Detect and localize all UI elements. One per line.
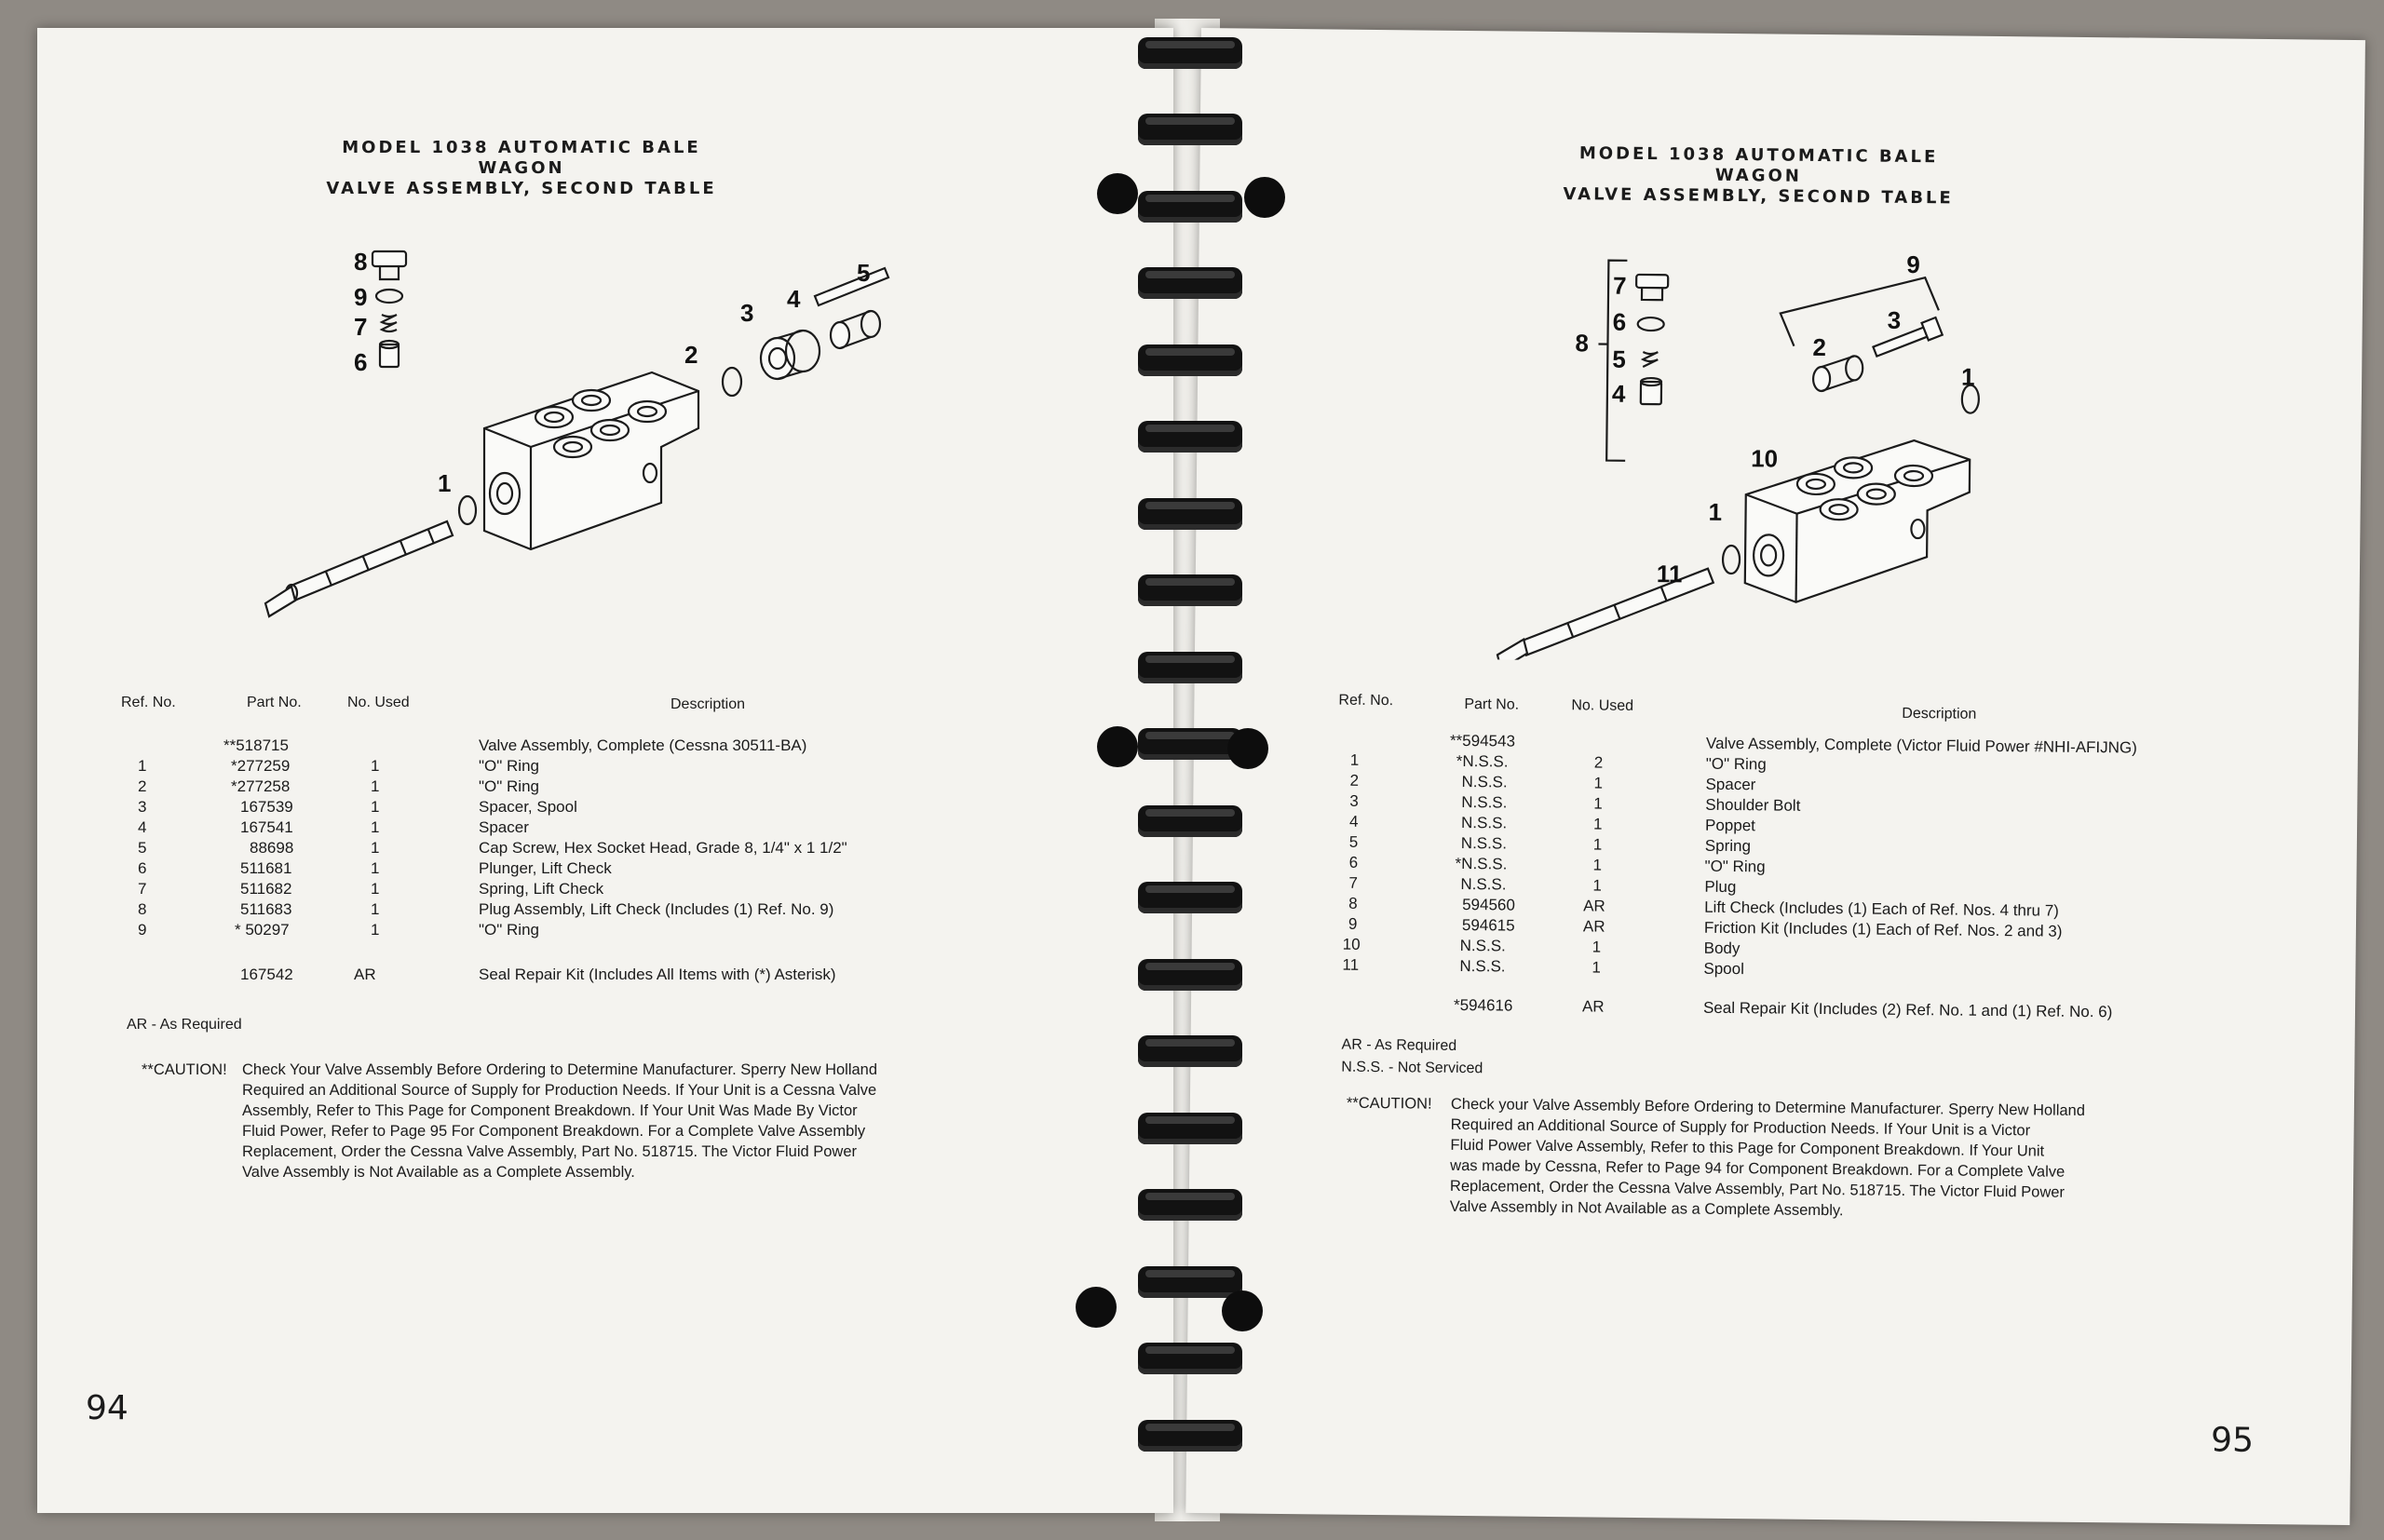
callout-9: 9 bbox=[354, 283, 368, 311]
callout-5: 5 bbox=[1612, 344, 1626, 373]
callout-2: 2 bbox=[1812, 332, 1827, 362]
binding-coil bbox=[1138, 114, 1242, 145]
binding-coil bbox=[1138, 1189, 1242, 1221]
page-number: 94 bbox=[86, 1389, 129, 1427]
page-title bbox=[1549, 143, 1969, 209]
binding-coil bbox=[1138, 805, 1242, 837]
callout-7: 7 bbox=[354, 313, 368, 341]
caution-line: Required an Additional Source of Supply for Production Needs. If Your Unit is a Cessna Valve bbox=[242, 1082, 877, 1099]
header-description: Description bbox=[670, 696, 746, 712]
caution-label: **CAUTION! bbox=[142, 1061, 227, 1078]
caution-line: was made by Cessna, Refer to Page 94 for Component Breakdown. For a Complete Valve bbox=[1450, 1156, 2066, 1181]
header-part-no: Part No. bbox=[1464, 696, 1520, 713]
binding-coil bbox=[1138, 191, 1242, 223]
binding-coil bbox=[1138, 498, 1242, 530]
page-95 bbox=[1185, 28, 2365, 1525]
caution-line: Fluid Power Valve Assembly, Refer to this Page for Component Breakdown. If Your Unit bbox=[1450, 1136, 2045, 1160]
callout-3: 3 bbox=[1887, 305, 1902, 334]
page-number: 95 bbox=[2210, 1421, 2255, 1460]
callout-6: 6 bbox=[1612, 307, 1627, 336]
binding-coil bbox=[1138, 267, 1242, 299]
page-94: MODEL 1038 AUTOMATIC BALE WAGON VALVE ASSEMBLY, SECOND TABLE 8 9 7 6 5 4 3 2 1 Ref. No. Part No. No. Used Description **518715 Valve Assembly, Complete (Cessna 30511-BA) 1 *277259 1 "O" Ring 2 *277258 1 "O" Ring 3 167539 1 Spacer, Spool 4 167541 1 Spacer 5 88698 1 Cap Screw, Hex Socket Head, Grade 8, 1/4" x 1 1/2" 6 511681 1 Plunger, Lift Check 7 511682 1 Spring, Lift Check 8 511683 1 Plug Assembly, Lift Check (Includes (1) Ref. No. 9) 9 * 50297 1 "O" Ring 167542 AR Seal Repair Kit (Includes All Items with (*) Asterisk) AR - As Required **CAUTION! Check Your Valve Assembly Before Ordering to Determine Manufacturer. Sperry New Holland Required an Additional Source of Supply for Production Needs. If Your Unit is a Cessna Valve Assembly, Refer to This Page for Component Breakdown. If Your Unit Was Made By Victor Fluid Power, Refer to Page 95 For Component Breakdown. For a Complete Valve Assembly Replacement, Order the Cessna Valve Assembly, Part No. 518715. The Victor Fluid Power Valve Assembly is Not Available as a Complete Assembly. 94 bbox=[37, 28, 1173, 1513]
callout-2: 2 bbox=[684, 341, 698, 369]
callout-4: 4 bbox=[787, 285, 801, 313]
punch-hole bbox=[1097, 173, 1138, 214]
binding-coil bbox=[1138, 421, 1242, 453]
caution-line: Fluid Power, Refer to Page 95 For Component Breakdown. For a Complete Valve Assembly bbox=[242, 1123, 866, 1140]
punch-hole bbox=[1244, 177, 1285, 218]
callout-5: 5 bbox=[857, 259, 871, 287]
callout-1: 1 bbox=[1960, 362, 1975, 391]
abbreviation-legend: AR - As Required bbox=[127, 1017, 242, 1033]
binding-coil bbox=[1138, 1420, 1242, 1452]
header-ref-no: Ref. No. bbox=[121, 695, 176, 710]
binding-coil bbox=[1138, 574, 1242, 606]
caution-line: Valve Assembly is Not Available as a Complete Assembly. bbox=[242, 1164, 635, 1181]
callout-1: 1 bbox=[1708, 497, 1723, 526]
binding-coil bbox=[1138, 728, 1242, 760]
punch-hole bbox=[1097, 726, 1138, 767]
valve-exploded-diagram bbox=[177, 214, 903, 642]
caution-note bbox=[1346, 1093, 2334, 1234]
valve-exploded-diagram bbox=[1400, 230, 2168, 667]
abbreviation-legend: AR - As Required bbox=[1341, 1036, 1457, 1054]
title-line-1: MODEL 1038 AUTOMATIC BALE WAGON bbox=[342, 138, 701, 178]
callout-4: 4 bbox=[1611, 379, 1626, 408]
binding-coil bbox=[1138, 37, 1242, 69]
caution-label: **CAUTION! bbox=[1346, 1094, 1432, 1113]
caution-line: Replacement, Order the Cessna Valve Assembly, Part No. 518715. The Victor Fluid Power bbox=[1449, 1177, 2066, 1201]
header-no-used: No. Used bbox=[1571, 697, 1634, 714]
caution-line: Valve Assembly in Not Available as a Complete Assembly. bbox=[1449, 1197, 1844, 1220]
binding-coil bbox=[1138, 344, 1242, 376]
caution-line: Replacement, Order the Cessna Valve Assembly, Part No. 518715. The Victor Fluid Power bbox=[242, 1143, 858, 1160]
binding-coil bbox=[1138, 1343, 1242, 1374]
title-line-2: VALVE ASSEMBLY, SECOND TABLE bbox=[1563, 184, 1954, 209]
caution-line: Check your Valve Assembly Before Ordering to Determine Manufacturer. Sperry New Holland bbox=[1450, 1095, 2086, 1120]
header-part-no: Part No. bbox=[247, 695, 302, 710]
abbreviation-legend: N.S.S. - Not Serviced bbox=[1341, 1059, 1483, 1077]
caution-line: Check Your Valve Assembly Before Ordering to Determine Manufacturer. Sperry New Holland bbox=[242, 1061, 878, 1078]
callout-7: 7 bbox=[1612, 271, 1627, 300]
punch-hole bbox=[1227, 728, 1268, 769]
binding-coil bbox=[1138, 1113, 1242, 1144]
callout-6: 6 bbox=[354, 348, 368, 376]
binding-coil bbox=[1138, 652, 1242, 683]
binding-coil bbox=[1138, 959, 1242, 991]
binding-coil bbox=[1138, 1266, 1242, 1298]
callout-8: 8 bbox=[1575, 329, 1590, 358]
caution-line: Assembly, Refer to This Page for Component Breakdown. If Your Unit Was Made By Victor bbox=[242, 1102, 858, 1119]
binding-coil bbox=[1138, 1035, 1242, 1067]
callout-9: 9 bbox=[1906, 250, 1921, 279]
title-line-2: VALVE ASSEMBLY, SECOND TABLE bbox=[326, 179, 717, 198]
callout-3: 3 bbox=[740, 299, 754, 327]
caution-line: Required an Additional Source of Supply for Production Needs. If Your Unit is a Victor bbox=[1450, 1115, 2031, 1140]
callout-8: 8 bbox=[354, 248, 368, 276]
punch-hole bbox=[1076, 1287, 1117, 1328]
title-line-1: MODEL 1038 AUTOMATIC BALE WAGON bbox=[1578, 143, 1939, 186]
header-no-used: No. Used bbox=[347, 695, 410, 710]
header-ref-no: Ref. No. bbox=[1338, 692, 1394, 709]
caution-note bbox=[142, 1060, 1073, 1190]
header-description: Description bbox=[1902, 705, 1977, 723]
binding-coil bbox=[1138, 882, 1242, 913]
page-title bbox=[326, 138, 717, 199]
callout-11: 11 bbox=[1656, 560, 1683, 588]
punch-hole bbox=[1222, 1290, 1263, 1331]
callout-10: 10 bbox=[1751, 444, 1779, 473]
callout-1: 1 bbox=[438, 469, 452, 497]
